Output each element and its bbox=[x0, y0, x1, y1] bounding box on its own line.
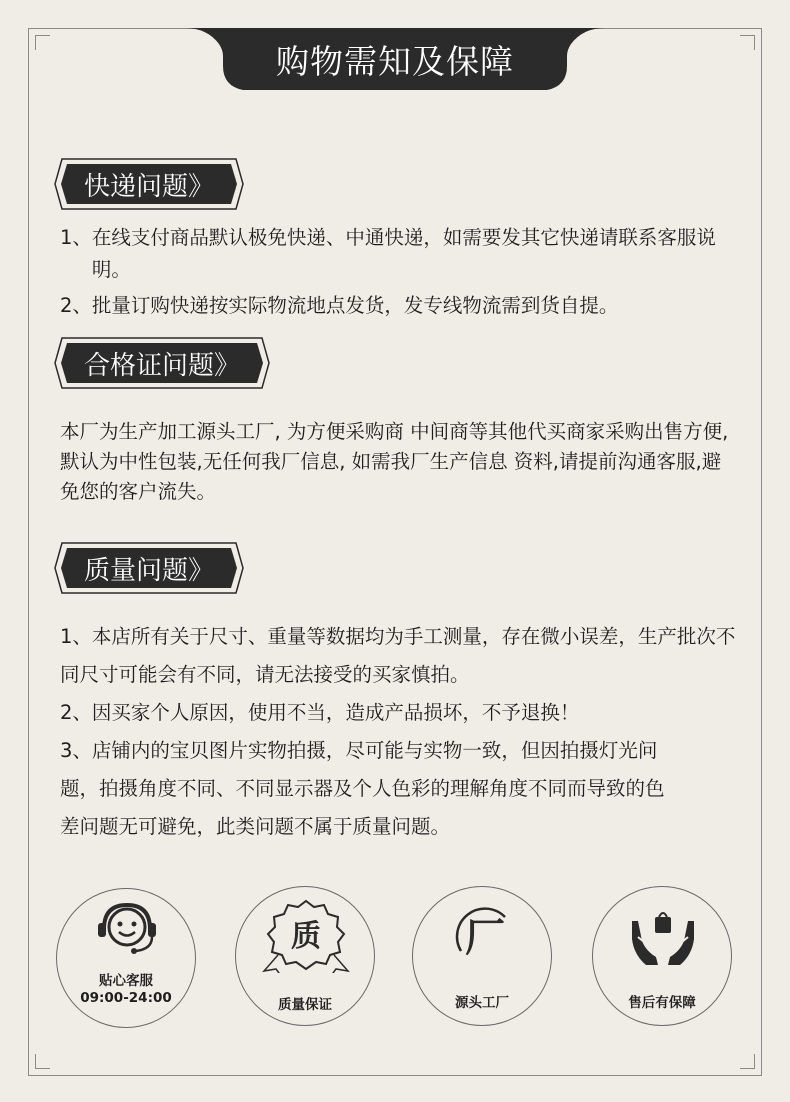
certificate-text: 本厂为生产加工源头工厂, 为方便采购商 中间商等其他代买商家采购出售方便, 默认为中性包装,无任何我厂信息, 如需我厂生产信息 资料,请提前沟通客服,避免您的客户流失。 bbox=[60, 420, 729, 503]
list-text: 店铺内的宝贝图片实物拍摄，尽可能与实物一致，但因拍摄灯光问题，拍摄角度不同、不同显示器及个人色彩的理解角度不同而导致的色差问题无可避免，此类问题不属于质量问题。 bbox=[60, 739, 665, 838]
list-text: 在线支付商品默认极免快递、中通快递，如需要发其它快递请联系客服说明。 bbox=[91, 226, 716, 281]
badge-label: 售后有保障 bbox=[628, 995, 696, 1011]
list-number: 3、 bbox=[60, 739, 92, 762]
list-item bbox=[60, 694, 738, 732]
frame-corner bbox=[35, 1054, 50, 1069]
factory-glyph: 厂 bbox=[465, 915, 505, 961]
frame-corner bbox=[740, 1054, 755, 1069]
list-item bbox=[60, 732, 670, 846]
badge-customer-service bbox=[56, 888, 196, 1028]
section-heading-label: 质量问题》 bbox=[83, 555, 214, 586]
list-number: 1、 bbox=[60, 226, 92, 249]
factory-icon bbox=[451, 905, 515, 969]
page-title: 购物需知及保障 bbox=[276, 41, 514, 81]
list-item bbox=[60, 618, 738, 694]
header-banner bbox=[185, 26, 605, 92]
badge-label: 源头工厂 bbox=[455, 995, 509, 1011]
list-item bbox=[60, 290, 740, 322]
quality-list bbox=[60, 618, 738, 846]
frame-corner bbox=[740, 35, 755, 50]
section-heading-label: 快递问题》 bbox=[83, 171, 214, 202]
customer-service-icon bbox=[92, 899, 162, 959]
quality-glyph: 质 bbox=[291, 919, 321, 954]
hands-bag-icon bbox=[628, 907, 698, 967]
section-heading-certificate bbox=[54, 337, 270, 389]
list-number: 1、 bbox=[60, 625, 92, 648]
list-text: 本店所有关于尺寸、重量等数据均为手工测量，存在微小误差，生产批次不同尺寸可能会有不同，请无法接受的买家慎拍。 bbox=[60, 625, 736, 686]
list-text: 批量订购快递按实际物流地点发货，发专线物流需到货自提。 bbox=[91, 294, 619, 317]
list-number: 2、 bbox=[60, 701, 92, 724]
section-heading-quality bbox=[54, 542, 244, 594]
list-number: 2、 bbox=[60, 294, 92, 317]
badge-quality bbox=[235, 886, 375, 1026]
frame-corner bbox=[35, 35, 50, 50]
badge-after-sales bbox=[592, 886, 732, 1026]
badge-factory bbox=[412, 886, 552, 1026]
list-text: 因买家个人原因，使用不当，造成产品损坏，不予退换！ bbox=[91, 701, 580, 724]
section-heading-express bbox=[54, 158, 244, 210]
section-heading-label: 合格证问题》 bbox=[83, 350, 240, 381]
badge-label: 质量保证 bbox=[278, 997, 332, 1013]
express-list bbox=[60, 222, 740, 322]
badge-hours: 09:00-24:00 bbox=[80, 990, 172, 1006]
badge-label: 贴心客服 bbox=[99, 973, 153, 989]
list-item bbox=[60, 222, 740, 286]
quality-seal-icon bbox=[256, 899, 356, 973]
